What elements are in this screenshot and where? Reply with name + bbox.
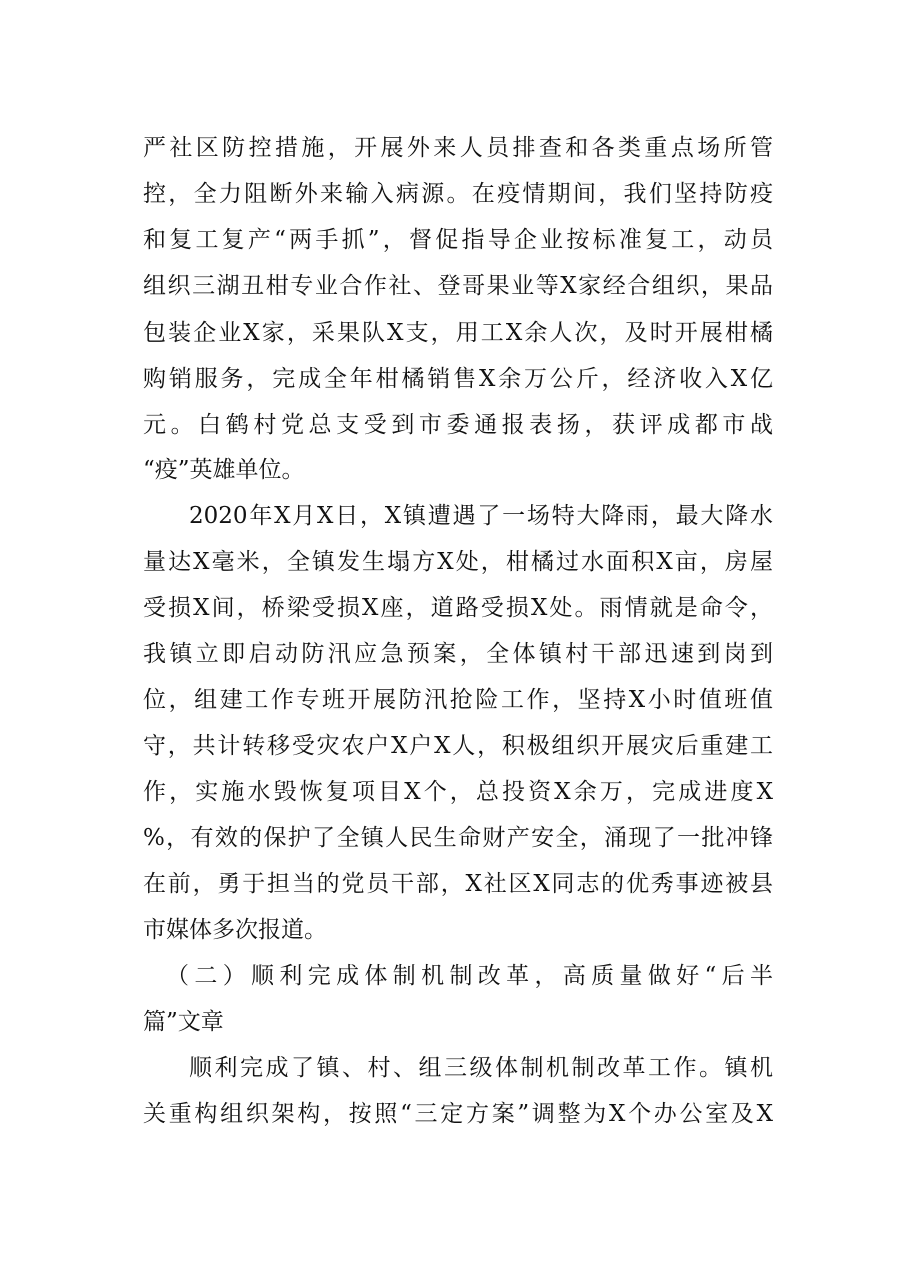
text-line: 组织三湖丑柑专业合作社、登哥果业等X家经合组织，果品 <box>143 273 773 299</box>
text-line: 我镇立即启动防汛应急预案，全体镇村干部迅速到岗到 <box>143 641 773 667</box>
text-line: 守，共计转移受灾农户X户X人，积极组织开展灾后重建工 <box>143 733 773 759</box>
text-line: 购销服务，完成全年柑橘销售X余万公斤，经济收入X亿 <box>143 366 773 392</box>
text-line: 严社区防控措施，开展外来人员排查和各类重点场所管 <box>143 135 773 161</box>
text-line: %，有效的保护了全镇人民生命财产安全，涌现了一批冲锋 <box>143 825 773 851</box>
text-line: 市媒体多次报道。 <box>143 917 327 943</box>
text-line: 控，全力阻断外来输入病源。在疫情期间，我们坚持防疫 <box>143 181 773 207</box>
section-heading-continued: 篇”文章 <box>143 1009 224 1035</box>
text-line: “疫”英雄单位。 <box>143 457 305 483</box>
text-line: 包装企业X家，采果队X支，用工X余人次，及时开展柑橘 <box>143 320 773 346</box>
paragraph-first-line: 顺利完成了镇、村、组三级体制机制改革工作。镇机 <box>189 1055 773 1081</box>
text-line: 量达X毫米，全镇发生塌方X处，柑橘过水面积X亩，房屋 <box>143 549 773 575</box>
text-line: 元。白鹤村党总支受到市委通报表扬，获评成都市战 <box>143 412 773 438</box>
text-line: 位，组建工作专班开展防汛抢险工作，坚持X小时值班值 <box>143 687 773 713</box>
text-line: 关重构组织架构，按照“三定方案”调整为X个办公室及X <box>143 1101 773 1127</box>
text-line: 受损X间，桥梁受损X座，道路受损X处。雨情就是命令， <box>143 595 773 621</box>
paragraph-first-line: 2020年X月X日，X镇遭遇了一场特大降雨，最大降水 <box>189 503 773 529</box>
section-heading: （二）顺利完成体制机制改革，高质量做好“后半 <box>166 963 773 989</box>
text-line: 作，实施水毁恢复项目X个，总投资X余万，完成进度X <box>143 779 773 805</box>
text-line: 和复工复产“两手抓”，督促指导企业按标准复工，动员 <box>143 227 773 253</box>
text-line: 在前，勇于担当的党员干部，X社区X同志的优秀事迹被县 <box>143 871 773 897</box>
